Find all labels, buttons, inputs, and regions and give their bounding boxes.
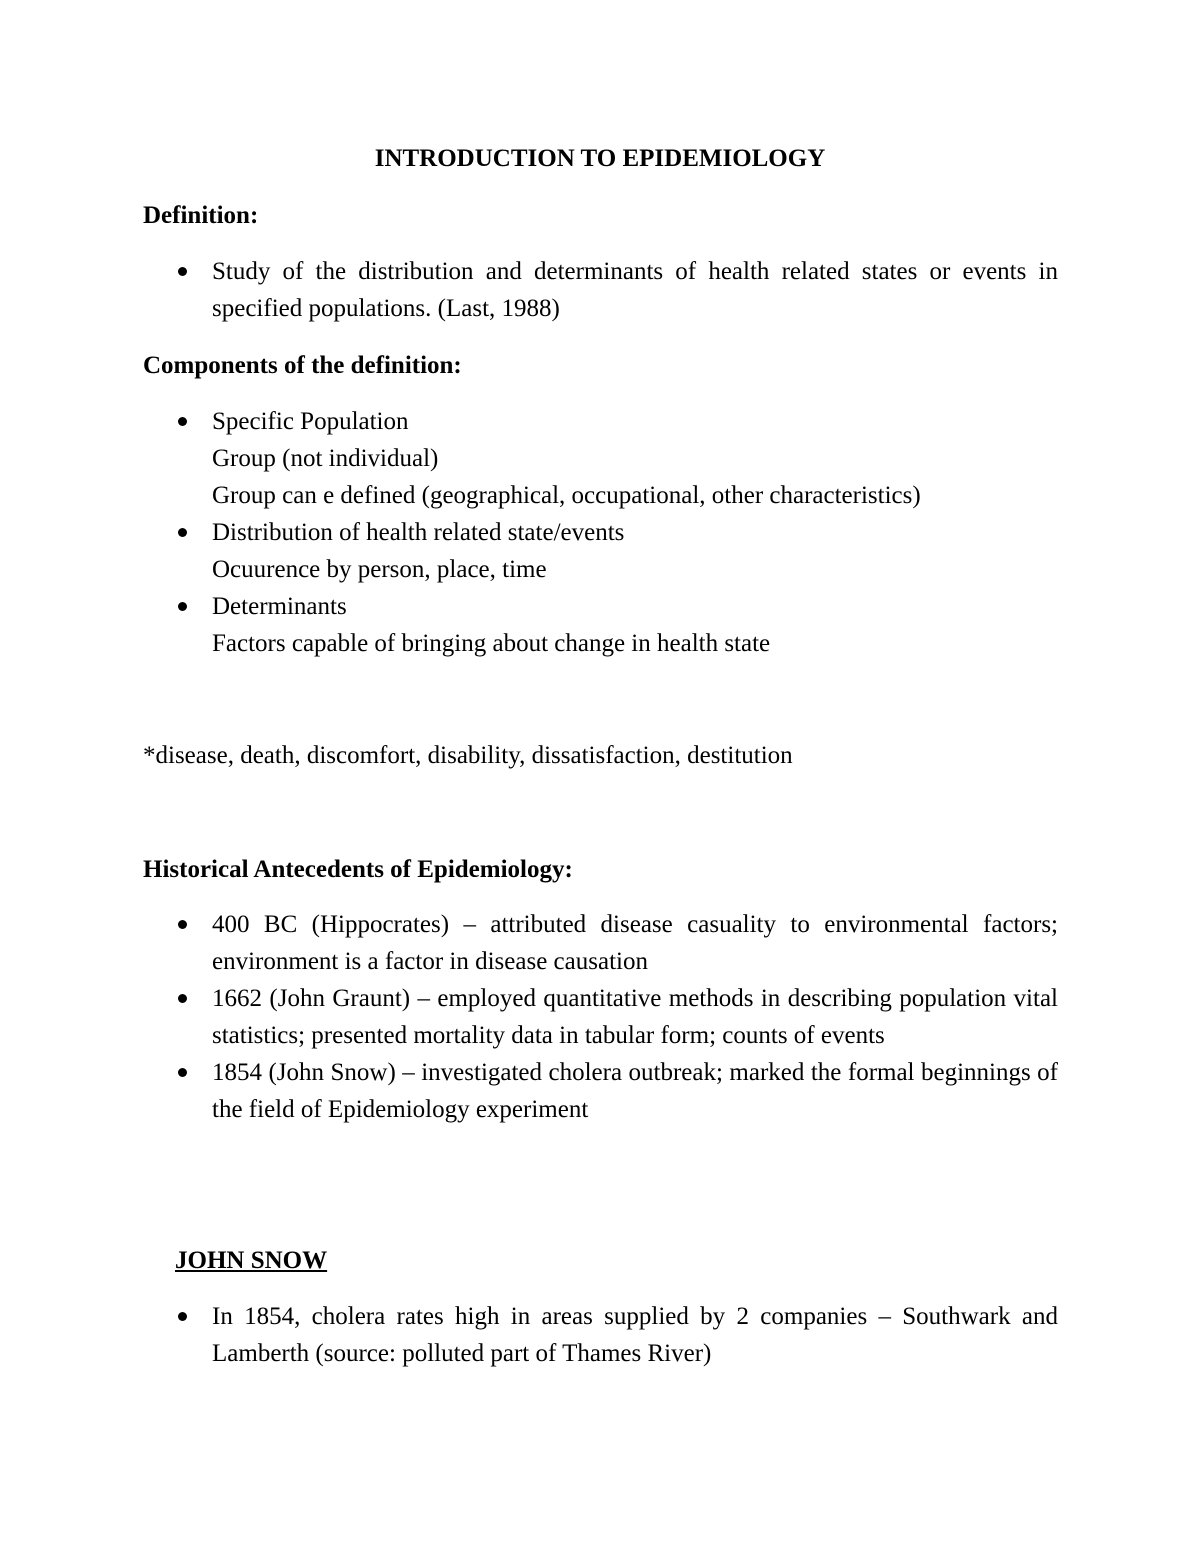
list-item xyxy=(143,403,1058,514)
components-heading: Components of the definition: xyxy=(143,352,462,379)
definition-heading: Definition: xyxy=(143,202,259,229)
component-detail: Factors capable of bringing about change in health state xyxy=(212,630,771,657)
list-item: Study of the distribution and determinants of health related states or events in specified populations. (Last, 1988) xyxy=(143,253,1058,327)
list-item xyxy=(143,514,1058,588)
footnote: *disease, death, discomfort, disability, dissatisfaction, destitution xyxy=(143,742,793,769)
component-label: Specific Population xyxy=(212,408,409,435)
list-item xyxy=(143,588,1058,662)
history-heading: Historical Antecedents of Epidemiology: xyxy=(143,856,573,883)
john-snow-list xyxy=(143,1298,1058,1372)
list-item: In 1854, cholera rates high in areas supplied by 2 companies – Southwark and Lamberth (source: polluted part of Thames River) xyxy=(143,1298,1058,1372)
component-label: Determinants xyxy=(212,593,347,620)
component-detail: Group (not individual) xyxy=(212,445,439,472)
list-item: 400 BC (Hippocrates) – attributed disease casuality to environmental factors; environment is a factor in disease causation xyxy=(143,906,1058,980)
component-detail: Ocuurence by person, place, time xyxy=(212,556,547,583)
page-title: INTRODUCTION TO EPIDEMIOLOGY xyxy=(374,145,826,172)
history-list xyxy=(143,906,1058,1128)
list-item: 1662 (John Graunt) – employed quantitative methods in describing population vital statistics; presented mortality data in tabular form; counts of events xyxy=(143,980,1058,1054)
component-detail: Group can e defined (geographical, occupational, other characteristics) xyxy=(212,482,921,509)
components-list xyxy=(143,403,1058,662)
list-item: 1854 (John Snow) – investigated cholera outbreak; marked the formal beginnings of the field of Epidemiology experiment xyxy=(143,1054,1058,1128)
definition-list xyxy=(143,253,1058,327)
component-label: Distribution of health related state/events xyxy=(212,519,625,546)
john-snow-heading: JOHN SNOW xyxy=(175,1247,328,1274)
